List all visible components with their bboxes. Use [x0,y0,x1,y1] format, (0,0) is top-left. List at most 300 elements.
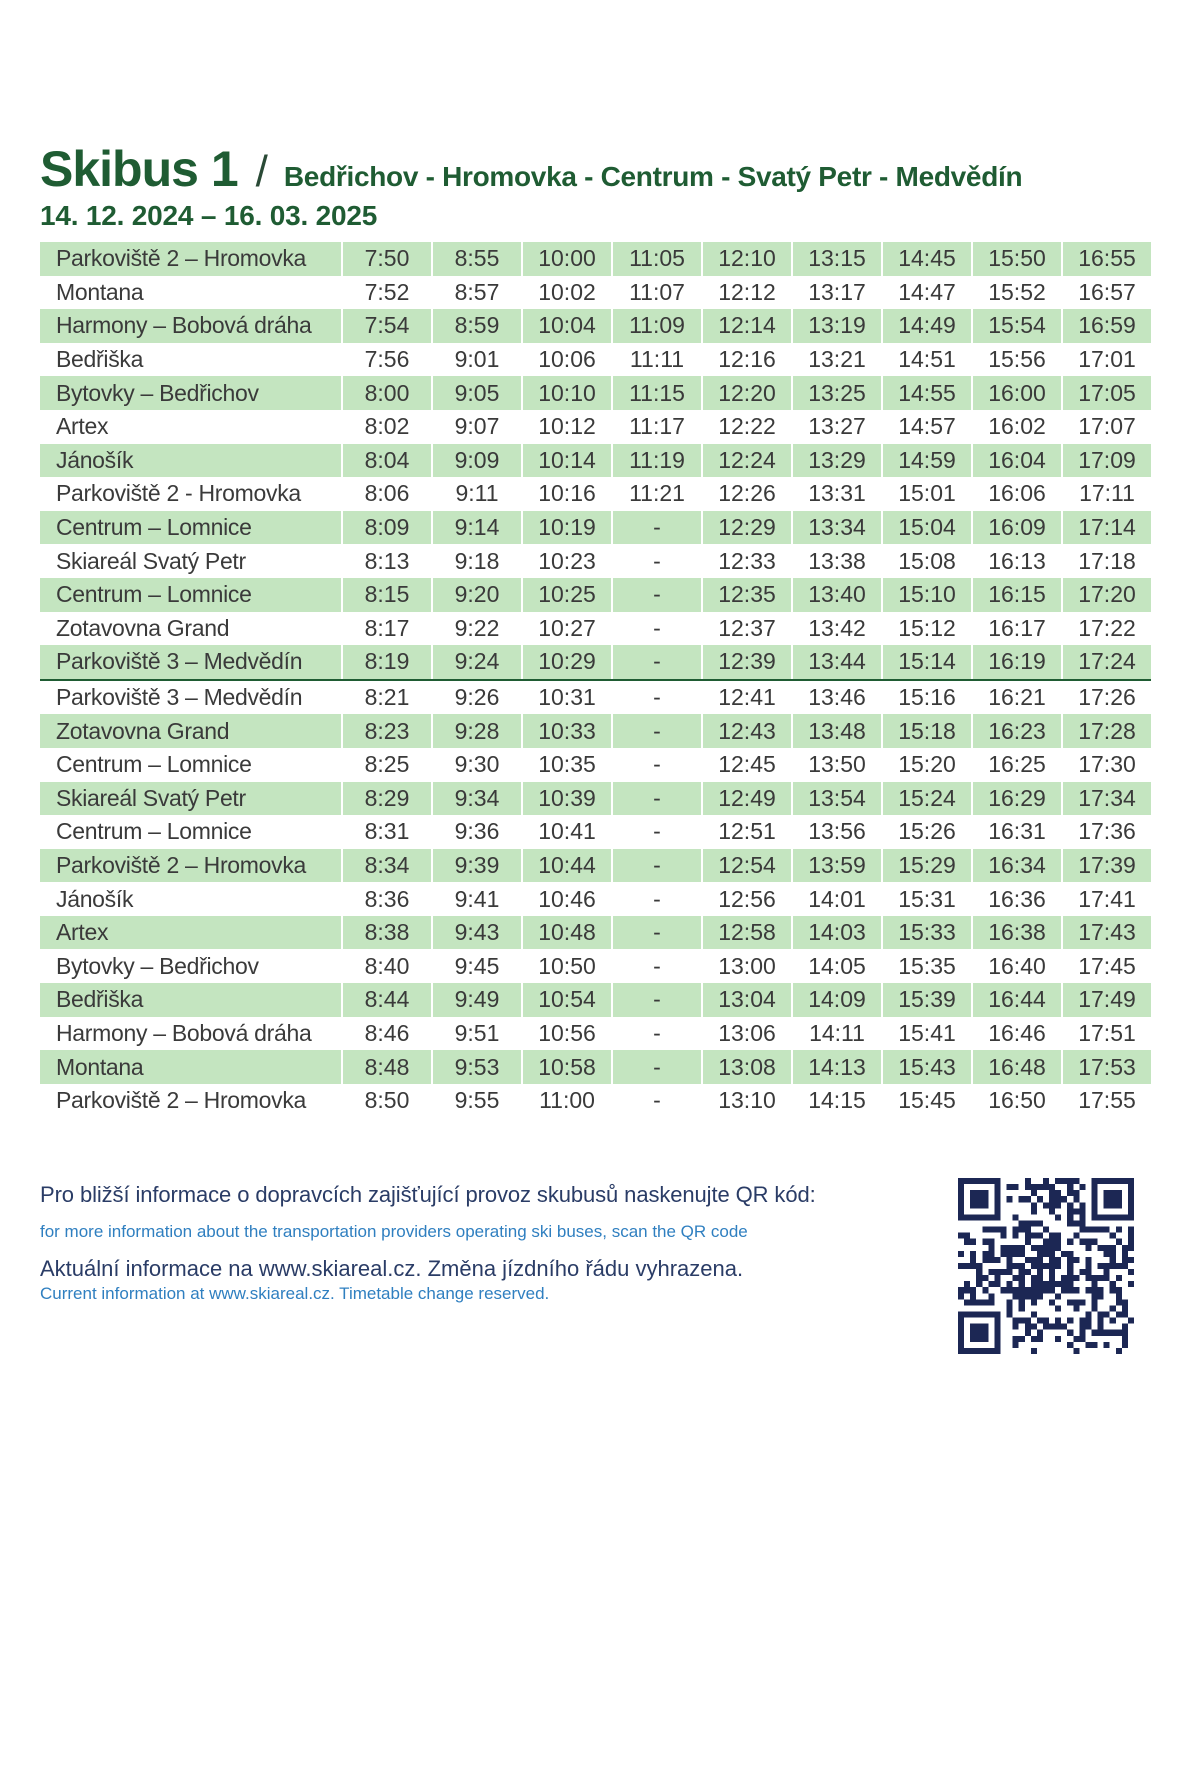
departure-time: 17:22 [1062,612,1151,646]
departure-time: 11:21 [612,477,702,511]
departure-time: 9:49 [432,983,522,1017]
departure-time: 12:49 [702,782,792,816]
table-row [40,916,1151,950]
departure-time: 9:14 [432,511,522,545]
departure-time: 14:47 [882,276,972,310]
departure-time: 12:10 [702,242,792,276]
table-row [40,983,1151,1017]
departure-time: 15:12 [882,612,972,646]
table-row [40,714,1151,748]
departure-time: 16:23 [972,714,1062,748]
departure-time: 11:15 [612,376,702,410]
departure-time: 9:53 [432,1050,522,1084]
table-row [40,849,1151,883]
header [40,140,1140,232]
table-row [40,1017,1151,1051]
current-info-en: Current information at www.skiareal.cz. Timetable change reserved. [40,1284,550,1303]
departure-time: 15:39 [882,983,972,1017]
departure-time: 14:03 [792,916,882,950]
departure-time: - [612,645,702,680]
departure-time: 17:34 [1062,782,1151,816]
departure-time: 16:00 [972,376,1062,410]
departure-time: 9:30 [432,748,522,782]
departure-time: 13:25 [792,376,882,410]
departure-time: - [612,612,702,646]
departure-time: 9:51 [432,1017,522,1051]
departure-time: 10:16 [522,477,612,511]
departure-time: 8:21 [342,680,432,715]
departure-time: 9:11 [432,477,522,511]
departure-time: 12:51 [702,815,792,849]
departure-time: 12:58 [702,916,792,950]
departure-time: 10:12 [522,410,612,444]
departure-time: 16:02 [972,410,1062,444]
departure-time: 12:37 [702,612,792,646]
departure-time: 10:02 [522,276,612,310]
stop-name: Bedřiška [56,346,144,373]
departure-time: 16:13 [972,544,1062,578]
departure-time: - [612,748,702,782]
departure-time: 14:05 [792,949,882,983]
title-line [40,140,1140,198]
departure-time: 17:43 [1062,916,1151,950]
departure-time: 15:10 [882,578,972,612]
departure-time: 13:08 [702,1050,792,1084]
departure-time: 9:34 [432,782,522,816]
departure-time: 10:41 [522,815,612,849]
departure-time: 14:59 [882,444,972,478]
departure-time: 16:38 [972,916,1062,950]
departure-time: 14:09 [792,983,882,1017]
stop-name: Jánošík [56,885,134,912]
departure-time: 10:44 [522,849,612,883]
departure-time: 10:23 [522,544,612,578]
departure-time: 14:49 [882,309,972,343]
departure-time: 13:40 [792,578,882,612]
departure-time: 15:41 [882,1017,972,1051]
departure-time: 15:26 [882,815,972,849]
departure-time: 13:46 [792,680,882,715]
departure-time: 12:41 [702,680,792,715]
stop-name: Bytovky – Bedřichov [40,376,342,410]
departure-time: 15:24 [882,782,972,816]
stop-name: Montana [40,1050,342,1084]
departure-time: 9:45 [432,949,522,983]
departure-time: 9:05 [432,376,522,410]
info-section [40,1182,940,1304]
table-row [40,645,1151,680]
departure-time: 17:45 [1062,949,1151,983]
table-row [40,477,1151,511]
departure-time: 11:09 [612,309,702,343]
stop-name: Bedřiška [40,983,342,1017]
departure-time: 16:19 [972,645,1062,680]
stop-name: Bytovky – Bedřichov [56,952,259,979]
table-row [40,612,1151,646]
departure-time: 16:55 [1062,242,1151,276]
timetable-body [40,242,1151,1117]
departure-time: 17:20 [1062,578,1151,612]
departure-time: 10:00 [522,242,612,276]
departure-time: - [612,882,702,916]
stop-name: Artex [40,916,342,950]
departure-time: 9:20 [432,578,522,612]
departure-time: 12:29 [702,511,792,545]
departure-time: 10:54 [522,983,612,1017]
departure-time: 10:27 [522,612,612,646]
table-row [40,1084,1151,1118]
departure-time: - [612,1084,702,1118]
departure-time: 9:36 [432,815,522,849]
departure-time: 17:49 [1062,983,1151,1017]
departure-time: 13:19 [792,309,882,343]
departure-time: 17:07 [1062,410,1151,444]
departure-time: 15:18 [882,714,972,748]
table-row [40,276,1151,310]
departure-time: 9:28 [432,714,522,748]
departure-time: 9:07 [432,410,522,444]
departure-time: 10:10 [522,376,612,410]
page-title: Skibus 1 [40,141,238,197]
departure-time: 15:08 [882,544,972,578]
stop-name: Parkoviště 2 - Hromovka [56,480,301,507]
departure-time: 8:17 [342,612,432,646]
departure-time: 12:22 [702,410,792,444]
departure-time: 17:26 [1062,680,1151,715]
departure-time: 9:41 [432,882,522,916]
departure-time: 8:25 [342,748,432,782]
departure-time: 13:34 [792,511,882,545]
departure-time: 13:10 [702,1084,792,1118]
table-row [40,444,1151,478]
stop-name: Centrum – Lomnice [56,818,252,845]
departure-time: 12:43 [702,714,792,748]
departure-time: 15:14 [882,645,972,680]
departure-time: - [612,544,702,578]
departure-time: 9:43 [432,916,522,950]
departure-time: 14:55 [882,376,972,410]
stop-name: Harmony – Bobová dráha [40,309,342,343]
stop-name: Harmony – Bobová dráha [56,1019,312,1046]
departure-time: 15:20 [882,748,972,782]
departure-time: 16:57 [1062,276,1151,310]
departure-time: 10:50 [522,949,612,983]
departure-time: 16:48 [972,1050,1062,1084]
departure-time: 16:34 [972,849,1062,883]
departure-time: 10:48 [522,916,612,950]
departure-time: 13:48 [792,714,882,748]
departure-time: - [612,714,702,748]
departure-time: 16:17 [972,612,1062,646]
departure-time: 15:33 [882,916,972,950]
departure-time: 15:52 [972,276,1062,310]
info-text-en: for more information about the transportation providers operating ski buses, scan the QR code [40,1222,748,1241]
departure-time: 10:06 [522,343,612,377]
departure-time: 13:15 [792,242,882,276]
departure-time: 14:11 [792,1017,882,1051]
table-row [40,748,1151,782]
timetable [40,242,1151,1117]
stop-name: Jánošík [40,444,342,478]
departure-time: 11:17 [612,410,702,444]
departure-time: 13:31 [792,477,882,511]
departure-time: 15:29 [882,849,972,883]
route-description: Bedřichov - Hromovka - Centrum - Svatý Petr - Medvědín [283,161,1023,192]
departure-time: 17:51 [1062,1017,1151,1051]
departure-time: 8:06 [342,477,432,511]
departure-time: 12:39 [702,645,792,680]
stop-name: Parkoviště 2 – Hromovka [56,1087,307,1114]
table-row [40,882,1151,916]
departure-time: 8:57 [432,276,522,310]
departure-time: 13:29 [792,444,882,478]
departure-time: 8:09 [342,511,432,545]
departure-time: 10:58 [522,1050,612,1084]
departure-time: 17:30 [1062,748,1151,782]
stop-name: Centrum – Lomnice [40,511,342,545]
departure-time: 8:36 [342,882,432,916]
departure-time: 8:23 [342,714,432,748]
departure-time: - [612,849,702,883]
departure-time: 14:45 [882,242,972,276]
departure-time: 9:24 [432,645,522,680]
departure-time: 17:55 [1062,1084,1151,1118]
departure-time: 12:45 [702,748,792,782]
departure-time: 17:39 [1062,849,1151,883]
table-row [40,949,1151,983]
table-row [40,242,1151,276]
departure-time: - [612,680,702,715]
departure-time: 8:38 [342,916,432,950]
departure-time: 17:05 [1062,376,1151,410]
departure-time: 12:14 [702,309,792,343]
departure-time: - [612,949,702,983]
departure-time: 17:24 [1062,645,1151,680]
departure-time: 12:26 [702,477,792,511]
departure-time: - [612,916,702,950]
departure-time: 16:40 [972,949,1062,983]
departure-time: 8:59 [432,309,522,343]
departure-time: 15:35 [882,949,972,983]
stop-name: Skiareál Svatý Petr [40,782,342,816]
departure-time: 17:18 [1062,544,1151,578]
departure-time: 12:24 [702,444,792,478]
departure-time: 16:09 [972,511,1062,545]
departure-time: 14:01 [792,882,882,916]
departure-time: 12:56 [702,882,792,916]
departure-time: 8:19 [342,645,432,680]
departure-time: 15:04 [882,511,972,545]
stop-name: Zotavovna Grand [40,714,342,748]
departure-time: 11:19 [612,444,702,478]
departure-time: 14:51 [882,343,972,377]
departure-time: 12:54 [702,849,792,883]
departure-time: 16:50 [972,1084,1062,1118]
departure-time: 8:48 [342,1050,432,1084]
departure-time: 16:25 [972,748,1062,782]
table-row [40,410,1151,444]
departure-time: 10:39 [522,782,612,816]
departure-time: 8:13 [342,544,432,578]
departure-time: 13:38 [792,544,882,578]
departure-time: 15:54 [972,309,1062,343]
departure-time: 13:04 [702,983,792,1017]
departure-time: 16:04 [972,444,1062,478]
departure-time: 17:11 [1062,477,1151,511]
departure-time: 13:17 [792,276,882,310]
departure-time: 11:05 [612,242,702,276]
table-row [40,309,1151,343]
stop-name: Parkoviště 3 – Medvědín [40,645,342,680]
current-info-cz: Aktuální informace na www.skiareal.cz. Změna jízdního řádu vyhrazena. [40,1256,744,1281]
departure-time: 13:21 [792,343,882,377]
departure-time: - [612,578,702,612]
departure-time: 15:01 [882,477,972,511]
departure-time: 10:31 [522,680,612,715]
stop-name: Artex [56,413,109,440]
departure-time: 8:44 [342,983,432,1017]
departure-time: 13:56 [792,815,882,849]
stop-name: Parkoviště 2 – Hromovka [40,242,342,276]
departure-time: - [612,815,702,849]
departure-time: 7:52 [342,276,432,310]
departure-time: 8:00 [342,376,432,410]
departure-time: 8:55 [432,242,522,276]
departure-time: 17:41 [1062,882,1151,916]
departure-time: 8:02 [342,410,432,444]
departure-time: 16:06 [972,477,1062,511]
departure-time: - [612,782,702,816]
departure-time: 14:15 [792,1084,882,1118]
table-row [40,815,1151,849]
departure-time: 16:21 [972,680,1062,715]
table-row [40,782,1151,816]
departure-time: 9:18 [432,544,522,578]
stop-name: Parkoviště 2 – Hromovka [40,849,342,883]
title-separator: / [255,147,268,196]
departure-time: 15:31 [882,882,972,916]
departure-time: - [612,511,702,545]
departure-time: 7:56 [342,343,432,377]
departure-time: 13:44 [792,645,882,680]
departure-time: 10:19 [522,511,612,545]
departure-time: 9:22 [432,612,522,646]
departure-time: 16:15 [972,578,1062,612]
table-row [40,1050,1151,1084]
table-row [40,578,1151,612]
departure-time: 16:59 [1062,309,1151,343]
stop-name: Zotavovna Grand [56,614,230,641]
departure-time: 14:13 [792,1050,882,1084]
departure-time: 17:36 [1062,815,1151,849]
departure-time: 17:14 [1062,511,1151,545]
departure-time: 9:01 [432,343,522,377]
departure-time: 9:39 [432,849,522,883]
departure-time: 13:00 [702,949,792,983]
departure-time: 15:45 [882,1084,972,1118]
departure-time: 16:36 [972,882,1062,916]
stop-name: Centrum – Lomnice [40,578,342,612]
stop-name: Skiareál Svatý Petr [56,547,246,574]
departure-time: 10:35 [522,748,612,782]
departure-time: 12:12 [702,276,792,310]
departure-time: - [612,983,702,1017]
departure-time: 8:50 [342,1084,432,1118]
stop-name: Centrum – Lomnice [56,751,252,778]
departure-time: 9:55 [432,1084,522,1118]
departure-time: 15:50 [972,242,1062,276]
departure-time: 9:09 [432,444,522,478]
departure-time: 11:00 [522,1084,612,1118]
departure-time: 10:33 [522,714,612,748]
info-text-cz: Pro bližší informace o dopravcích zajišťující provoz skubusů naskenujte QR kód: [40,1182,816,1207]
departure-time: - [612,1017,702,1051]
departure-time: 10:56 [522,1017,612,1051]
departure-time: 10:14 [522,444,612,478]
departure-time: 10:25 [522,578,612,612]
qr-code-icon[interactable] [958,1178,1134,1354]
departure-time: 7:50 [342,242,432,276]
departure-time: 12:35 [702,578,792,612]
departure-time: 10:04 [522,309,612,343]
departure-time: 17:09 [1062,444,1151,478]
departure-time: 12:16 [702,343,792,377]
departure-time: 8:04 [342,444,432,478]
departure-time: 15:43 [882,1050,972,1084]
departure-time: 10:46 [522,882,612,916]
stop-name: Montana [56,278,144,305]
table-row [40,343,1151,377]
departure-time: 13:42 [792,612,882,646]
departure-time: 14:57 [882,410,972,444]
table-row [40,680,1151,715]
departure-time: 16:44 [972,983,1062,1017]
validity-dates: 14. 12. 2024 – 16. 03. 2025 [40,200,378,231]
departure-time: 16:46 [972,1017,1062,1051]
table-row [40,511,1151,545]
departure-time: 16:29 [972,782,1062,816]
departure-time: 11:11 [612,343,702,377]
departure-time: 8:46 [342,1017,432,1051]
departure-time: 13:50 [792,748,882,782]
stop-name: Parkoviště 3 – Medvědín [56,684,303,711]
departure-time: 13:27 [792,410,882,444]
departure-time: 17:01 [1062,343,1151,377]
departure-time: 15:16 [882,680,972,715]
departure-time: 17:53 [1062,1050,1151,1084]
departure-time: 12:33 [702,544,792,578]
departure-time: 8:40 [342,949,432,983]
departure-time: 13:06 [702,1017,792,1051]
departure-time: 16:31 [972,815,1062,849]
departure-time: 10:29 [522,645,612,680]
departure-time: 17:28 [1062,714,1151,748]
departure-time: 13:54 [792,782,882,816]
departure-time: 11:07 [612,276,702,310]
departure-time: 7:54 [342,309,432,343]
departure-time: - [612,1050,702,1084]
table-row [40,544,1151,578]
table-row [40,376,1151,410]
departure-time: 12:20 [702,376,792,410]
departure-time: 8:34 [342,849,432,883]
departure-time: 15:56 [972,343,1062,377]
departure-time: 8:29 [342,782,432,816]
departure-time: 8:31 [342,815,432,849]
departure-time: 9:26 [432,680,522,715]
departure-time: 13:59 [792,849,882,883]
departure-time: 8:15 [342,578,432,612]
